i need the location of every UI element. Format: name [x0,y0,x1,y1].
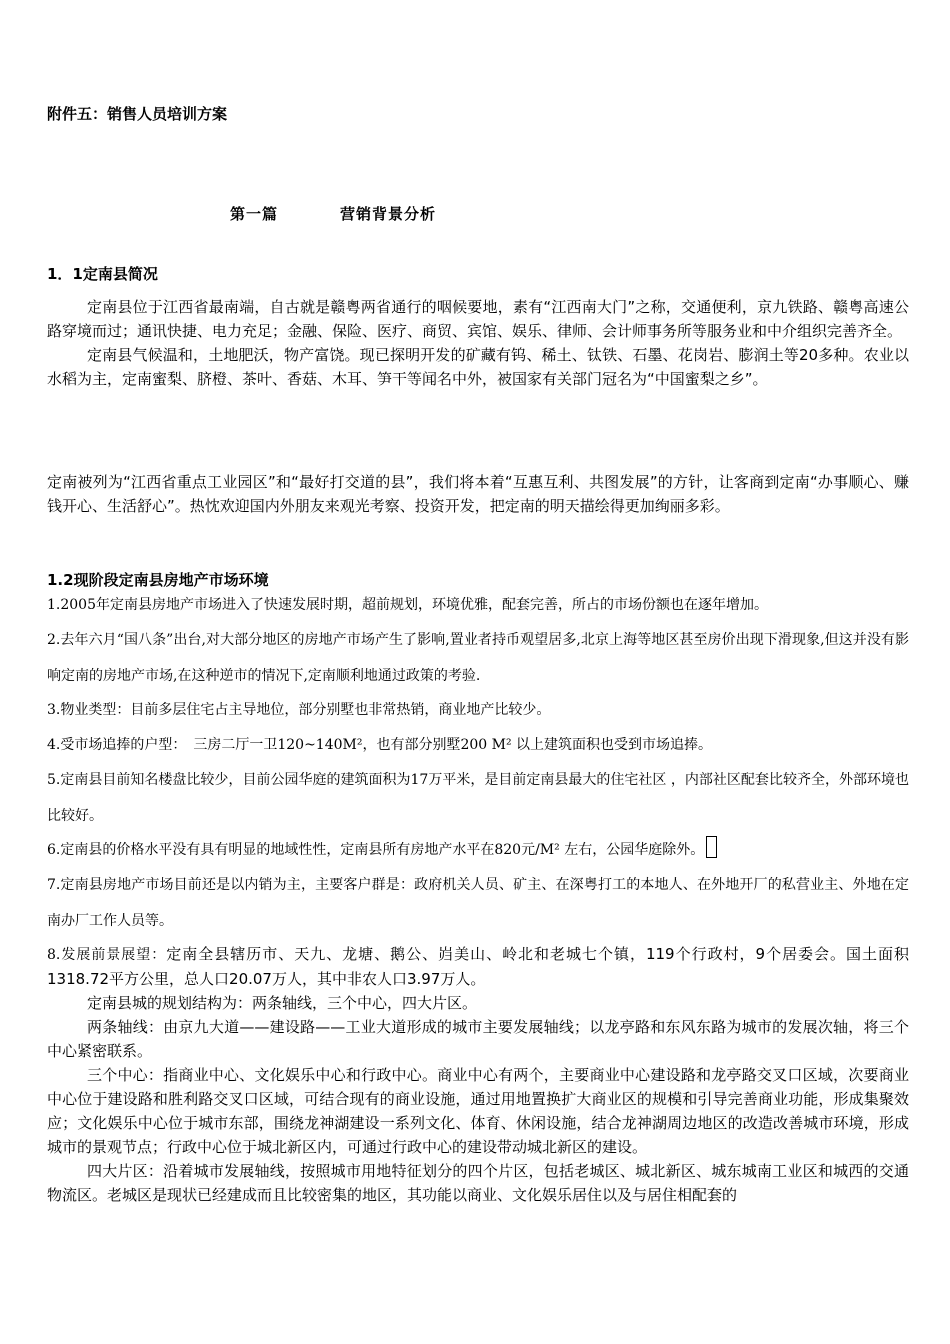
section-heading-1-1: 1．1定南县简况 [47,265,158,283]
list-item: 1.2005年定南县房地产市场进入了快速发展时期，超前规划，环境优雅，配套完善，所占的市场份额也在逐年增加。 [47,597,768,613]
chapter-title [230,202,436,226]
list-item: 7.定南县房地产市场目前还是以内销为主，主要客户群是：政府机关人员、矿主、在深粤打工的本地人、在外地开厂的私营业主、外地在定南办厂工作人员等。 [47,877,909,929]
paragraph: 定南县气候温和，土地肥沃，物产富饶。现已探明开发的矿藏有钨、稀土、钛铁、石墨、花岗岩、膨润土等20多种。农业以水稻为主，定南蜜梨、脐橙、茶叶、香菇、木耳、笋干等闻名中外，被国家有关部门冠名为“中国蜜梨之乡”。 [47,346,909,388]
attachment-title: 附件五：销售人员培训方案 [47,105,228,123]
section-1-1-body [47,295,909,391]
item-8-lead: 8.发展前景展望： [47,947,167,963]
paragraph: 定南县城的规划结构为：两条轴线，三个中心，四大片区。 [87,994,478,1012]
paragraph: 定南被列为“江西省重点工业园区”和“最好打交道的县”，我们将本着“互惠互利、共图发展”的方针，让客商到定南“办事顺心、赚钱开心、生活舒心”。热忱欢迎国内外朋友来观光考察、投资开发，把定南的明天描绘得更加绚丽多彩。 [47,473,909,515]
paragraph: 三个中心：指商业中心、文化娱乐中心和行政中心。商业中心有两个，主要商业中心建设路和龙亭路交叉口区域，次要商业中心位于建设路和胜利路交叉口区域，可结合现有的商业设施，通过用地置换扩大商业区的规模和引导完善商业功能，形成集聚效应；文化娱乐中心位于城市东部，围绕龙神湖建设一系列文化、体育、休闲设施，结合龙神湖周边地区的改造改善城市环境，形成城市的景观节点；行政中心位于城北新区内，可通过行政中心的建设带动城北新区的建设。 [47,1066,909,1156]
list-item-6 [47,832,909,868]
list-item: 2.去年六月“国八条”出台,对大部分地区的房地产市场产生了影响,置业者持币观望居多,北京上海等地区甚至房价出现下滑现象,但这并没有影响定南的房地产市场,在这种逆市的情况下,定南顺利地通过政策的考验. [47,632,909,684]
list-item-text: 6.定南县的价格水平没有具有明显的地域性性，定南县所有房地产水平在820元/M² 左右，公园华庭除外。 [47,842,705,858]
chapter-number: 第一篇 [230,205,279,223]
item-8-text: 定南全县辖历市、天九、龙塘、鹅公、岿美山、岭北和老城七个镇，119个行政村，9个居委会。国土面积1318.72平方公里，总人口20.07万人，其中非农人口3.97万人。 [47,945,909,988]
list-item: 4.受市场追捧的户型： 三房二厅一卫120~140M²，也有部分别墅200 M² 以上建筑面积也受到市场追捧。 [47,737,713,753]
section-1-2-outlook [47,942,909,1207]
paragraph: 定南县位于江西省最南端，自古就是赣粤两省通行的咽候要地，素有“江西南大门”之称，交通便利，京九铁路、赣粤高速公路穿境而过；通讯快捷、电力充足；金融、保险、医疗、商贸、宾馆、娱乐、律师、会计师事务所等服务业和中介组织完善齐全。 [47,298,909,340]
paragraph: 四大片区：沿着城市发展轴线，按照城市用地特征划分的四个片区，包括老城区、城北新区、城东城南工业区和城西的交通物流区。老城区是现状已经建成而且比较密集的地区，其功能以商业、文化娱乐居住以及与居住相配套的 [47,1162,909,1204]
section-1-1-closing [47,470,909,518]
chapter-name: 营销背景分析 [340,205,437,223]
text-cursor-box [706,836,717,858]
paragraph: 两条轴线：由京九大道——建设路——工业大道形成的城市主要发展轴线；以龙亭路和东风东路为城市的发展次轴，将三个中心紧密联系。 [47,1018,909,1060]
list-item: 3.物业类型：目前多层住宅占主导地位，部分别墅也非常热销，商业地产比较少。 [47,702,551,718]
list-item: 5.定南县目前知名楼盘比较少，目前公园华庭的建筑面积为17万平米，是目前定南县最大的住宅社区 ，内部社区配套比较齐全，外部环境也比较好。 [47,772,909,824]
paragraph [47,942,909,991]
section-heading-1-2: 1.2现阶段定南县房地产市场环境 [47,571,269,589]
